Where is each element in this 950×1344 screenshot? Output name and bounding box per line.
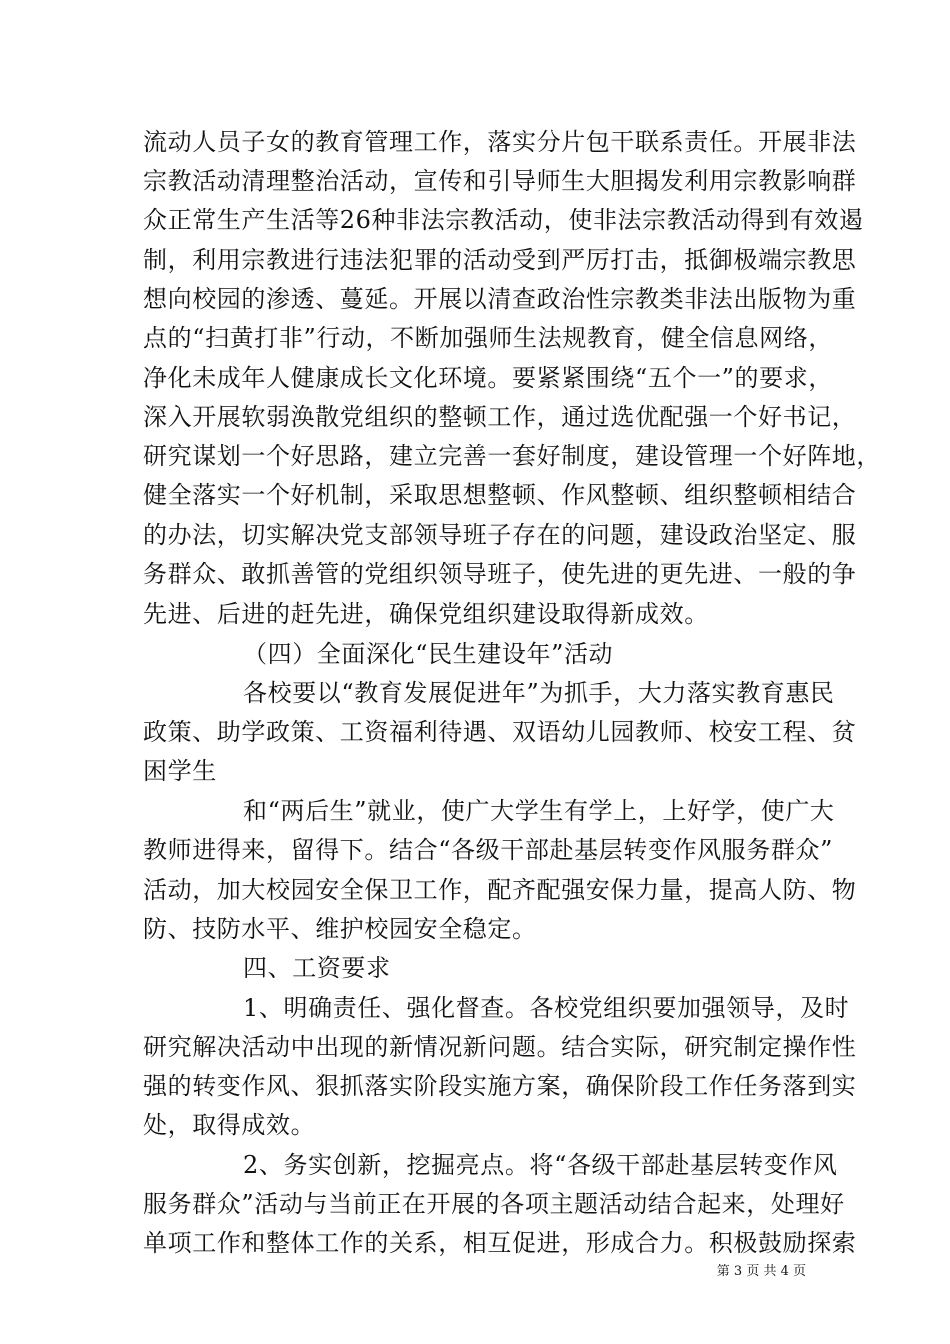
body-text-line: 研究谋划一个好思路，建立完善一套好制度，建设管理一个好阵地， [143,442,881,470]
body-text-line: 的办法，切实解决党支部领导班子存在的问题，建设政治坚定、服 [143,521,857,549]
body-text-line: 单项工作和整体工作的关系，相互促进，形成合力。积极鼓励探索 [143,1229,857,1257]
body-text-line: 活动，加大校园安全保卫工作，配齐配强安保力量，提高人防、物 [143,876,857,904]
body-text-line: 和“两后生”就业，使广大学生有学上，上好学，使广大 [243,797,835,825]
body-text-line: 2、务实创新，挖掘亮点。将“各级干部赴基层转变作风 [243,1151,838,1179]
body-text-line: 防、技防水平、维护校园安全稳定。 [143,915,537,943]
body-text-line: 处，取得成效。 [143,1111,316,1139]
body-text-line: 想向校园的渗透、蔓延。开展以清查政治性宗教类非法出版物为重 [143,285,857,313]
body-text-line: 先进、后进的赶先进，确保党组织建设取得新成效。 [143,600,709,628]
body-text-line: 1、明确责任、强化督查。各校党组织要加强领导，及时 [243,994,850,1022]
body-text-line: 各校要以“教育发展促进年”为抓手，大力落实教育惠民 [243,679,835,707]
body-text-line: 服务群众”活动与当前正在开展的各项主题活动结合起来，处理好 [143,1190,845,1218]
section-heading: （四）全面深化“民生建设年”活动 [243,640,614,668]
body-text-line: 净化未成年人健康成长文化环境。要紧紧围绕“五个一”的要求， [143,364,833,392]
section-heading: 四、工资要求 [243,954,391,982]
body-text-line: 政策、助学政策、工资福利待遇、双语幼儿园教师、校安工程、贫 [143,718,857,746]
body-text-line: 强的转变作风、狠抓落实阶段实施方案，确保阶段工作任务落到实 [143,1072,857,1100]
body-text-line: 流动人员子女的教育管理工作，落实分片包干联系责任。开展非法 [143,128,857,156]
body-text-line: 研究解决活动中出现的新情况新问题。结合实际，研究制定操作性 [143,1033,857,1061]
body-text-line: 制，利用宗教进行违法犯罪的活动受到严厉打击，抵御极端宗教思 [143,246,857,274]
body-text-line: 困学生 [143,757,217,785]
body-text-line: 教师进得来，留得下。结合“各级干部赴基层转变作风服务群众” [143,836,833,864]
page-number-footer: 第 3 页 共 4 页 [716,1264,806,1279]
body-text-line: 宗教活动清理整治活动，宣传和引导师生大胆揭发利用宗教影响群 [143,167,857,195]
body-text-line: 点的“扫黄打非”行动，不断加强师生法规教育，健全信息网络， [143,324,833,352]
body-text-line: 众正常生产生活等26种非法宗教活动，使非法宗教活动得到有效遏 [143,206,864,234]
body-text-line: 深入开展软弱涣散党组织的整顿工作，通过选优配强一个好书记， [143,403,857,431]
body-text-line: 健全落实一个好机制，采取思想整顿、作风整顿、组织整顿相结合 [143,481,857,509]
body-text-line: 务群众、敢抓善管的党组织领导班子，使先进的更先进、一般的争 [143,560,857,588]
